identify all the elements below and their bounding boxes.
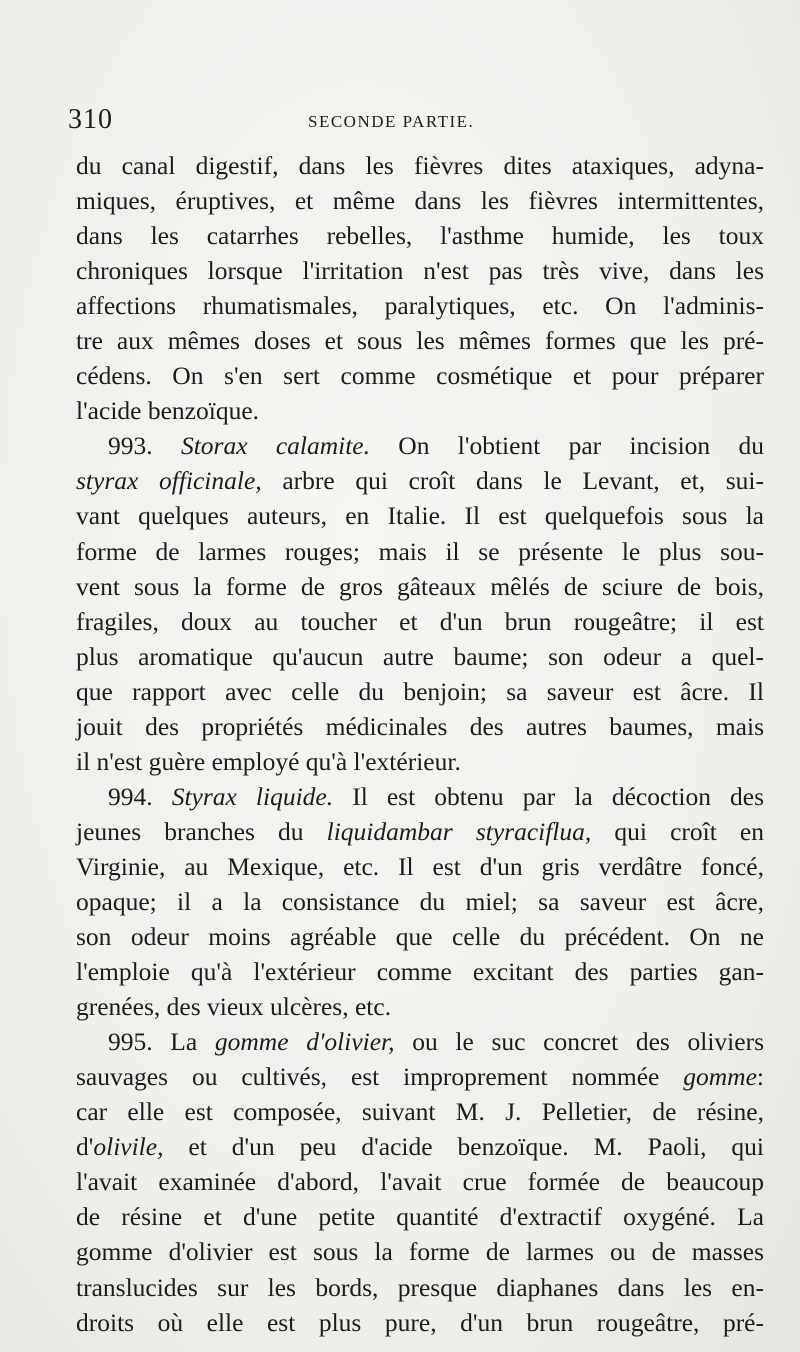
text-line: droits où elle est plus pure, d'un brun rougeâtre, pré-	[76, 1307, 764, 1337]
text-line: du canal digestif, dans les fièvres dites ataxiques, adyna-	[76, 151, 764, 180]
text-line: cédens. On s'en sert comme cosmétique et pour préparer	[76, 361, 764, 391]
text-line	[76, 814, 764, 849]
text-line	[76, 463, 764, 498]
text-line: affections rhumatismales, paralytiques, etc. On l'adminis-	[76, 291, 764, 321]
text-line: miques, éruptives, et même dans les fièvres intermittentes,	[76, 186, 764, 216]
text-span: arbre qui croît dans le Levant, et, sui-	[261, 466, 764, 496]
text-line: l'avait examinée d'abord, l'avait crue formée de beaucoup	[76, 1167, 764, 1197]
text-line: vant quelques auteurs, en Italie. Il est quelquefois sous la	[76, 501, 764, 531]
italic-term: gomme	[683, 1062, 757, 1092]
text-line	[76, 1059, 764, 1094]
text-line: de résine et d'une petite quantité d'extractif oxygéné. La	[76, 1202, 764, 1232]
italic-term: liquidambar styraciflua,	[326, 816, 592, 846]
paragraph-number: 994.	[108, 781, 153, 811]
paragraph-993-first-line	[76, 428, 764, 463]
paragraph-number: 993.	[108, 431, 153, 461]
text-span: La	[152, 1027, 215, 1057]
page-number: 310	[68, 104, 113, 135]
text-line: opaque; il a la consistance du miel; sa saveur est âcre,	[76, 886, 764, 916]
text-span: ou le suc concret des oliviers	[394, 1027, 764, 1057]
text-line: gomme d'olivier est sous la forme de larmes ou de masses	[76, 1237, 764, 1267]
text-line: l'emploie qu'à l'extérieur comme excitant des parties gan-	[76, 957, 764, 987]
text-line: grenées, des vieux ulcères, etc.	[76, 992, 392, 1022]
text-span: :	[756, 1062, 764, 1092]
text-line: vent sous la forme de gros gâteaux mêlés de sciure de bois,	[76, 571, 764, 601]
italic-term: gomme d'olivier,	[214, 1027, 395, 1057]
italic-term: olivile,	[93, 1132, 164, 1162]
running-head: SECONDE PARTIE.	[308, 112, 475, 131]
text-line: il n'est guère employé qu'à l'extérieur.	[76, 746, 461, 776]
text-span: qui croît en	[591, 816, 764, 846]
italic-term: styrax officinale,	[76, 466, 262, 496]
text-line: dans les catarrhes rebelles, l'asthme humide, les toux	[76, 221, 764, 251]
text-span: et d'un peu d'acide benzoïque. M. Paoli, qui	[163, 1132, 764, 1162]
text-line: jouit des propriétés médicinales des autres baumes, mais	[76, 711, 764, 741]
text-span: Il est obtenu par la décoction des	[333, 781, 765, 811]
text-line: l'acide benzoïque.	[76, 396, 260, 426]
paragraph-number: 995.	[108, 1027, 153, 1057]
text-span: jeunes branches du	[76, 816, 327, 846]
text-line: fragiles, doux au toucher et d'un brun rougeâtre; il est	[76, 606, 764, 636]
paragraph-995-first-line	[76, 1024, 764, 1059]
text-line: chroniques lorsque l'irritation n'est pas très vive, dans les	[76, 256, 764, 286]
text-line: translucides sur les bords, presque diaphanes dans les en-	[76, 1272, 764, 1302]
text-line: plus aromatique qu'aucun autre baume; son odeur a quel-	[76, 641, 764, 671]
text-span: d'	[76, 1132, 94, 1162]
paragraph-title: Styrax liquide.	[171, 781, 334, 811]
paragraph-994-first-line	[76, 779, 764, 814]
body-text	[76, 148, 764, 1340]
paragraph-title: Storax calamite.	[180, 431, 370, 461]
text-line: que rapport avec celle du benjoin; sa saveur est âcre. Il	[76, 676, 764, 706]
text-line	[76, 1129, 764, 1164]
text-line: forme de larmes rouges; mais il se présente le plus sou-	[76, 536, 764, 566]
text-span: On l'obtient par incision du	[370, 431, 764, 461]
page-header	[68, 104, 720, 136]
text-line: son odeur moins agréable que celle du précédent. On ne	[76, 922, 764, 952]
text-line: Virginie, au Mexique, etc. Il est d'un gris verdâtre foncé,	[76, 851, 764, 881]
text-line: car elle est composée, suivant M. J. Pelletier, de résine,	[76, 1097, 764, 1127]
text-span: sauvages ou cultivés, est improprement nommée	[76, 1062, 684, 1092]
text-line: tre aux mêmes doses et sous les mêmes formes que les pré-	[76, 326, 764, 356]
